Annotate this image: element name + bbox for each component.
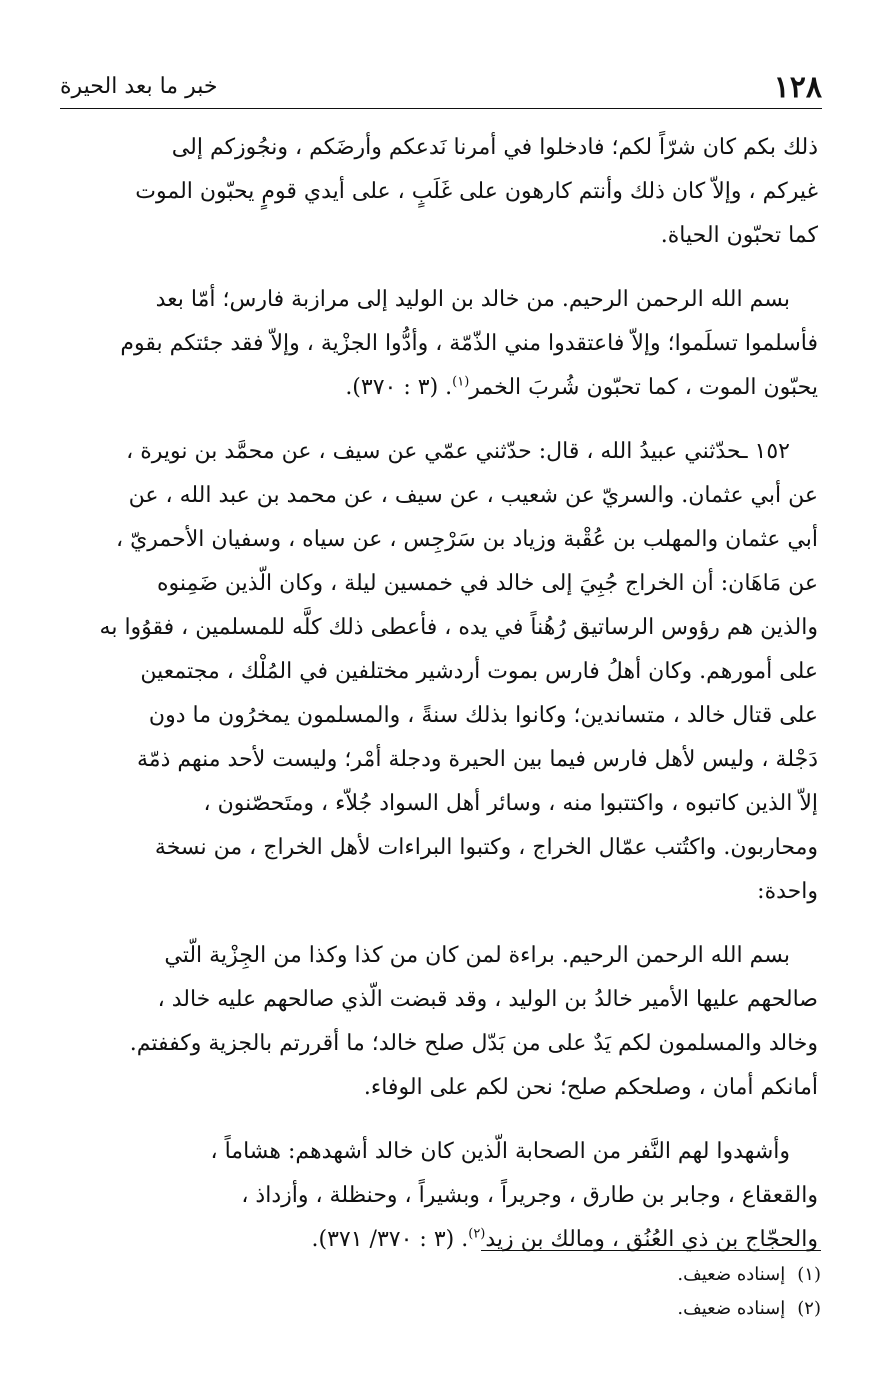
text-line: بسم الله الرحمن الرحيم. من خالد بن الوليد إلى مرازبة فارس؛ أمّا بعد <box>155 287 790 312</box>
text-line: عن أبي عثمان. والسريّ عن شعيب ، عن سيف ، عن محمد بن عبد الله ، عن <box>128 483 818 508</box>
text-line: غيركم ، وإلاّ كان ذلك وأنتم كارهون على غَلَبٍ ، على أيدي قومٍ يحبّون الموت <box>135 179 818 204</box>
running-title: خبر ما بعد الحيرة <box>60 74 218 99</box>
footnote-text: إسناده ضعيف. <box>677 1298 786 1319</box>
text-line: أمانكم أمان ، وصلحكم صلح؛ نحن لكم على الوفاء. <box>363 1075 818 1100</box>
page-header <box>60 64 822 109</box>
text-line: ذلك بكم كان شرّاً لكم؛ فادخلوا في أمرنا نَدعكم وأرضَكم ، ونجُوزكم إلى <box>171 135 818 160</box>
text-line: على قتال خالد ، متساندين؛ وكانوا بذلك سنةً ، والمسلمون يمخرُون ما دون <box>148 703 818 728</box>
footnote-divider <box>481 1250 821 1251</box>
paragraph-letter-to-persia <box>62 278 818 410</box>
text-line: واحدة: <box>757 879 818 904</box>
page-body <box>62 126 818 1282</box>
page-number: ١٢٨ <box>773 70 822 105</box>
text-line: صالحهم عليها الأمير خالدُ بن الوليد ، وقد قبضت الّذي صالحهم عليه خالد ، <box>157 987 818 1012</box>
citation: . (٣ : ٣٧٠/ ٣٧١). <box>311 1227 469 1252</box>
footnote-ref-1[interactable]: (١) <box>452 374 470 390</box>
footnote-marker: (١) <box>797 1264 821 1285</box>
text-line: وأشهدوا لهم النَّفر من الصحابة الّذين كان خالد أشهدهم: هشاماً ، <box>210 1139 790 1164</box>
text-line: والذين هم رؤوس الرساتيق رُهُناً في يده ، فأعطى ذلك كلَّه للمسلمين ، فقوُوا به <box>99 615 818 640</box>
paragraph-receipt <box>62 934 818 1110</box>
text-line: والقعقاع ، وجابر بن طارق ، وجريراً ، وبشيراً ، وحنظلة ، وأزداذ ، <box>241 1183 818 1208</box>
text-line: كما تحبّون الحياة. <box>660 223 818 248</box>
text-line <box>62 366 818 410</box>
text-line: على أمورهم. وكان أهلُ فارس بموت أردشير مختلفين في المُلْك ، مجتمعين <box>140 659 818 684</box>
text-line: أبي عثمان والمهلب بن عُقْبة وزياد بن سَرْجِس ، عن سياه ، وسفيان الأحمريّ ، <box>115 527 818 552</box>
footnote-1 <box>321 1258 821 1292</box>
text-line: ١٥٢ ـحدّثني عبيدُ الله ، قال: حدّثني عمّي عن سيف ، عن محمَّد بن نويرة ، <box>126 439 790 464</box>
text-line: عن مَاهَان: أن الخراج جُبِيَ إلى خالد في خمسين ليلة ، وكان الّذين ضَمِنوه <box>157 571 818 596</box>
text-line <box>62 1218 818 1262</box>
text-line: بسم الله الرحمن الرحيم. براءة لمن كان من كذا وكذا من الجِزْية الّتي <box>164 943 790 968</box>
text-line: دَجْلة ، وليس لأهل فارس فيما بين الحيرة ودجلة أمْر؛ وليست لأحد منهم ذمّة <box>136 747 818 772</box>
footnotes <box>321 1258 821 1326</box>
footnote-marker: (٢) <box>797 1298 821 1319</box>
footnote-2 <box>321 1292 821 1326</box>
text-line-content: والحجّاج بن ذي العُنُق ، ومالك بن زيد <box>485 1227 818 1252</box>
paragraph-letter-continuation <box>62 126 818 258</box>
text-line: إلاّ الذين كاتبوه ، واكتتبوا منه ، وسائر أهل السواد جُلاّء ، ومتَحصّنون ، <box>203 791 818 816</box>
citation: . (٣ : ٣٧٠). <box>345 375 453 400</box>
text-line: فأسلموا تسلَموا؛ وإلاّ فاعتقدوا مني الذّمّة ، وأدُّوا الجزْية ، وإلاّ فقد جئتكم بقوم <box>120 331 818 356</box>
text-line-content: يحبّون الموت ، كما تحبّون شُربَ الخمر <box>469 375 818 400</box>
paragraph-narration-152 <box>62 430 818 914</box>
text-line: ومحاربون. واكتُتب عمّال الخراج ، وكتبوا البراءات لأهل الخراج ، من نسخة <box>154 835 818 860</box>
footnote-ref-2[interactable]: (٢) <box>468 1226 486 1242</box>
text-line: وخالد والمسلمون لكم يَدٌ على من بَدّل صلح خالد؛ ما أقررتم بالجزية وكففتم. <box>129 1031 818 1056</box>
footnote-text: إسناده ضعيف. <box>677 1264 786 1285</box>
paragraph-witnesses <box>62 1130 818 1262</box>
